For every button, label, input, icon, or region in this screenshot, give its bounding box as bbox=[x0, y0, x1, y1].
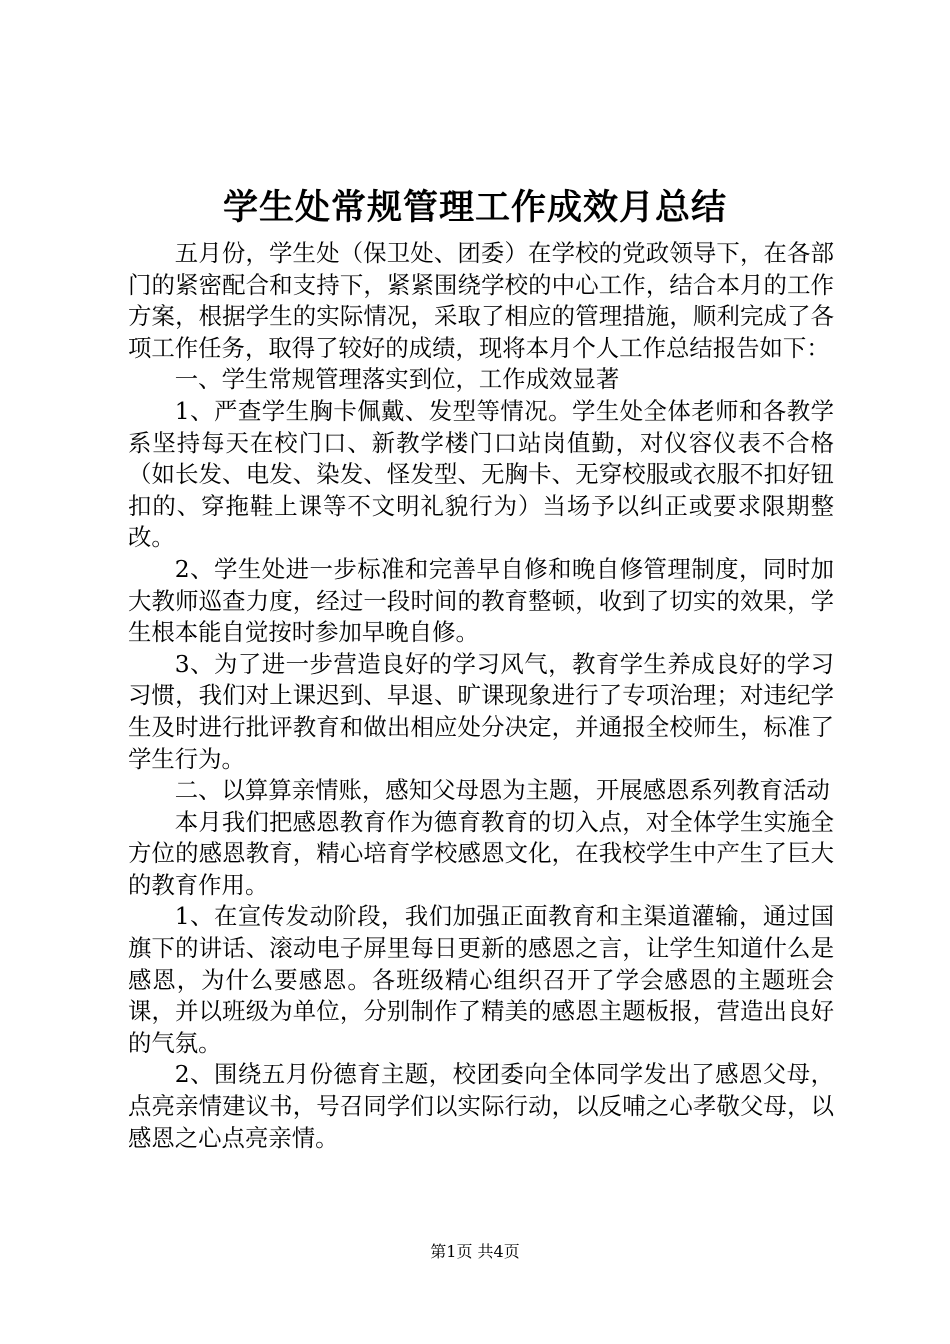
paragraph: 本月我们把感恩教育作为德育教育的切入点，对全体学生实施全方位的感恩教育，精心培育学校感恩文化，在我校学生中产生了巨大的教育作用。 bbox=[128, 807, 834, 899]
paragraph: 1、在宣传发动阶段，我们加强正面教育和主渠道灌输，通过国旗下的讲话、滚动电子屏里每日更新的感恩之言，让学生知道什么是感恩，为什么要感恩。各班级精心组织召开了学会感恩的主题班会课，并以班级为单位，分别制作了精美的感恩主题板报，营造出良好的气氛。 bbox=[128, 902, 834, 1057]
paragraph: 1、严查学生胸卡佩戴、发型等情况。学生处全体老师和各教学系坚持每天在校门口、新教学楼门口站岗值勤，对仪容仪表不合格（如长发、电发、染发、怪发型、无胸卡、无穿校服或衣服不扣好钮扣的、穿拖鞋上课等不文明礼貌行为）当场予以纠正或要求限期整改。 bbox=[128, 396, 834, 552]
section-heading: 二、以算算亲情账，感知父母恩为主题，开展感恩系列教育活动 bbox=[174, 776, 830, 805]
paragraph: 3、为了进一步营造良好的学习风气，教育学生养成良好的学习习惯，我们对上课迟到、早退、旷课现象进行了专项治理；对违纪学生及时进行批评教育和做出相应处分决定，并通报全校师生，标准了学生行为。 bbox=[128, 649, 834, 773]
paragraph: 2、学生处进一步标准和完善早自修和晚自修管理制度，同时加大教师巡查力度，经过一段时间的教育整顿，收到了切实的效果，学生根本能自觉按时参加早晚自修。 bbox=[128, 554, 834, 647]
document-title: 学生处常规管理工作成效月总结 bbox=[222, 188, 727, 228]
section-heading: 一、学生常规管理落实到位，工作成效显著 bbox=[174, 365, 620, 394]
document-body bbox=[128, 238, 834, 1154]
paragraph: 五月份，学生处（保卫处、团委）在学校的党政领导下，在各部门的紧密配合和支持下，紧紧围绕学校的中心工作，结合本月的工作方案，根据学生的实际情况，采取了相应的管理措施，顺利完成了各项工作任务，取得了较好的成绩，现将本月个人工作总结报告如下： bbox=[128, 239, 834, 362]
paragraph: 2、围绕五月份德育主题，校团委向全体同学发出了感恩父母，点亮亲情建议书，号召同学们以实际行动，以反哺之心孝敬父母，以感恩之心点亮亲情。 bbox=[128, 1060, 834, 1152]
page-footer: 第1页 共4页 bbox=[430, 1242, 520, 1261]
